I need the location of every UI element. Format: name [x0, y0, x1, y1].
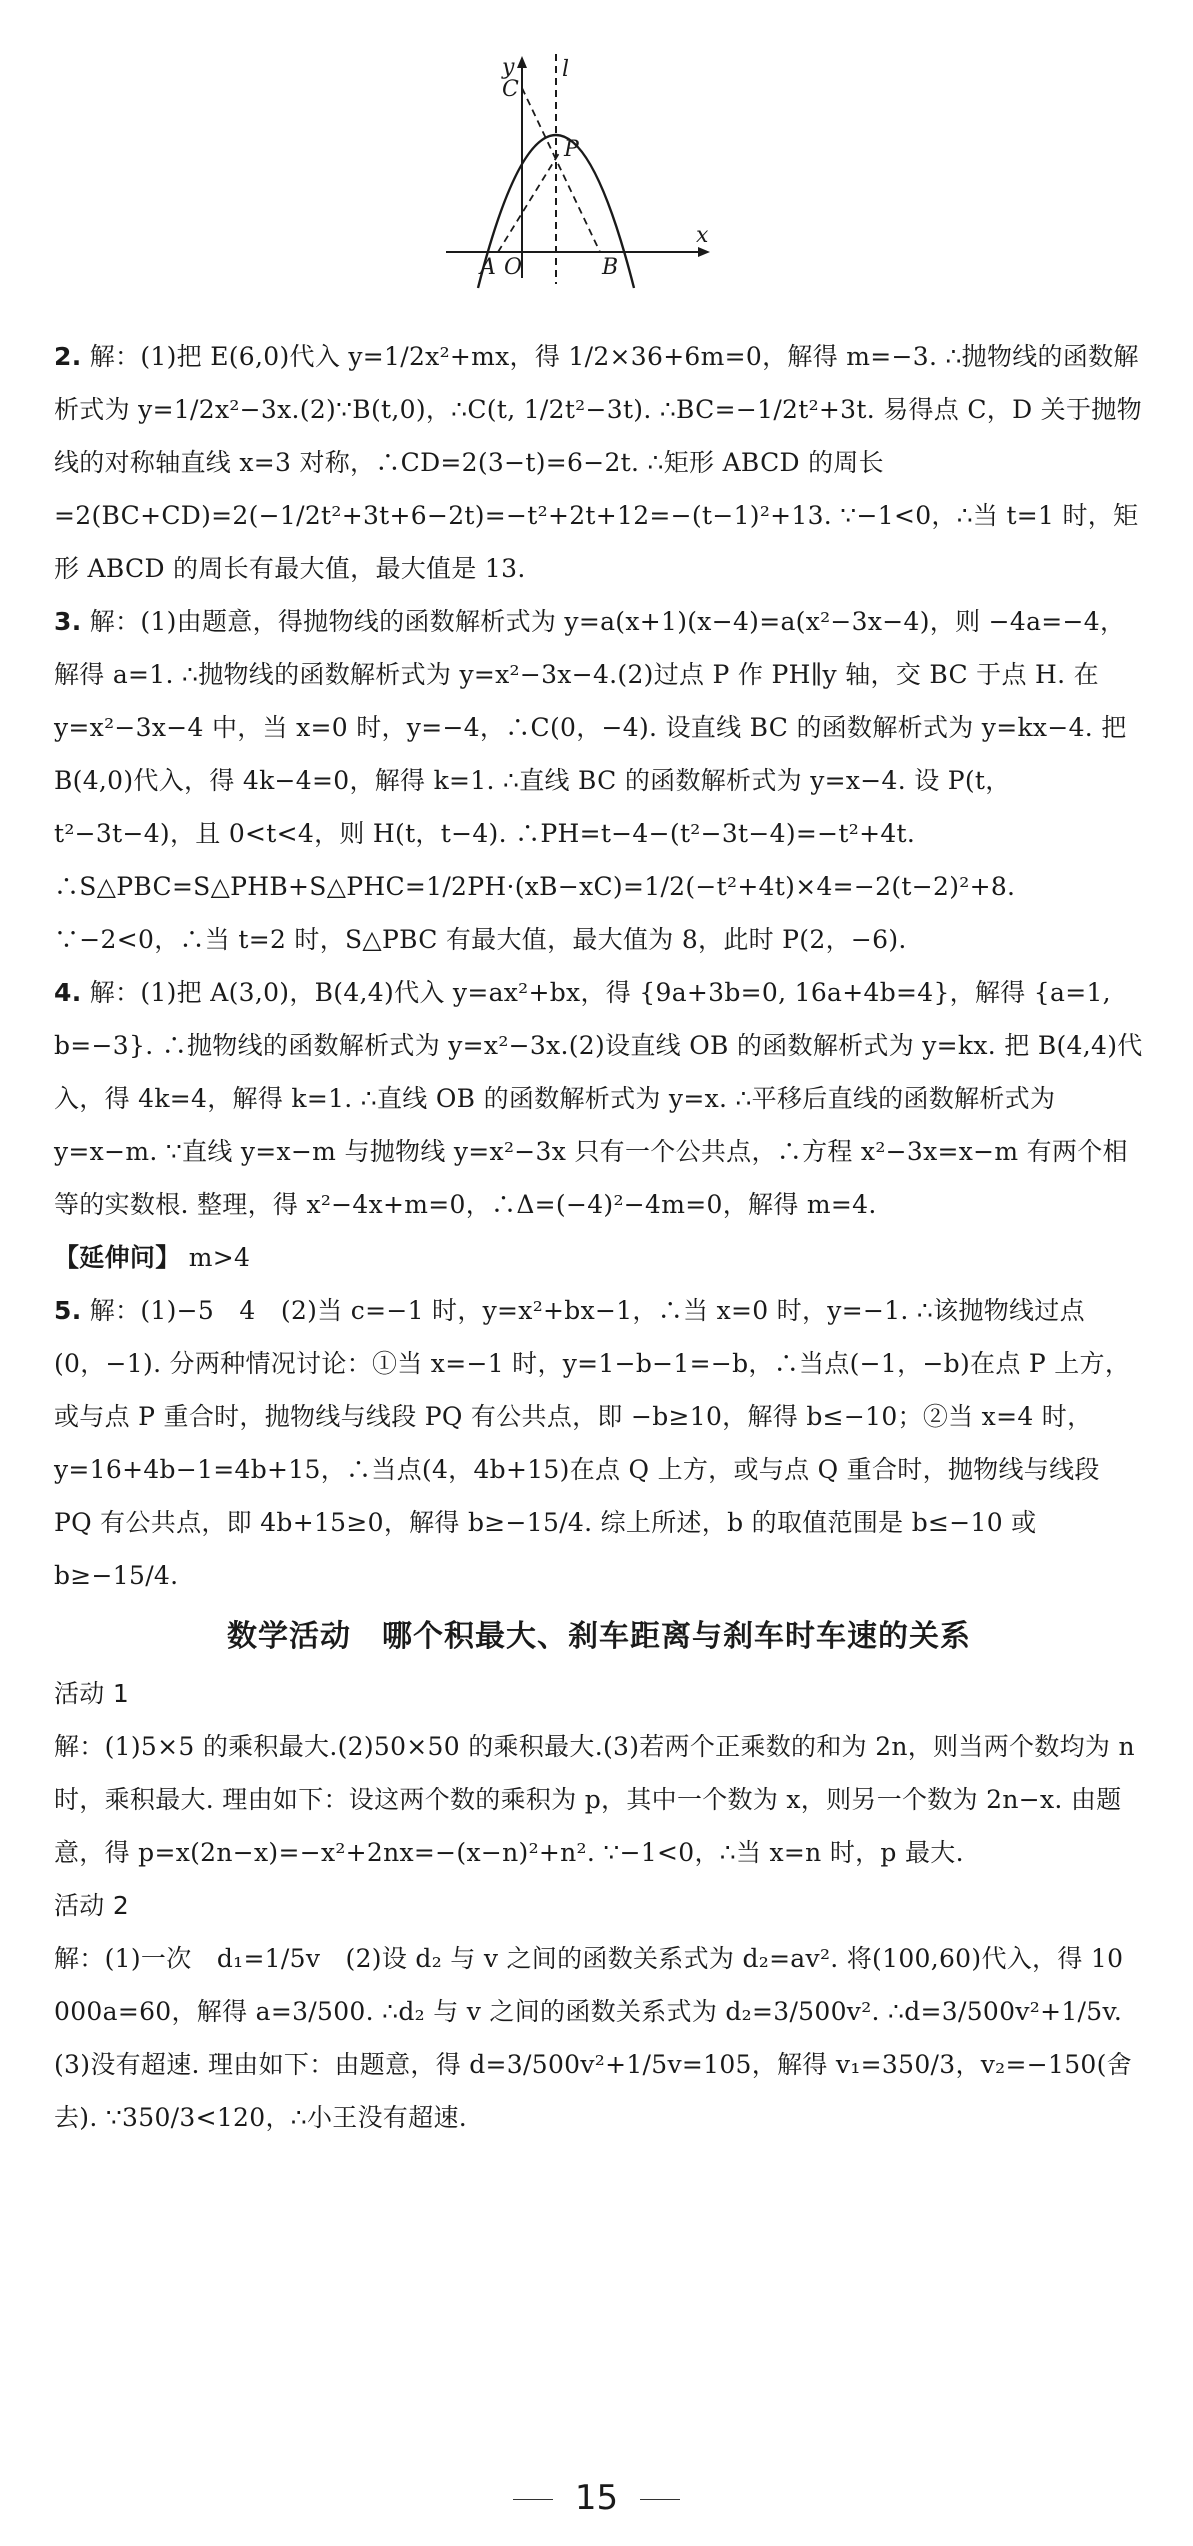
solution-4: [54, 966, 1144, 1231]
label-l: l: [562, 57, 570, 82]
solution-2-number: 2.: [54, 342, 82, 371]
page-number: [0, 2478, 1193, 2518]
solution-5: [54, 1284, 1144, 1602]
label-c: C: [502, 77, 519, 102]
label-b: B: [602, 255, 619, 280]
answer-content: [54, 330, 1144, 2144]
segment-ap: [498, 150, 561, 252]
solution-3-number: 3.: [54, 607, 82, 636]
label-a: A: [480, 255, 496, 280]
segment-cb: [522, 88, 600, 252]
activity-2-title: 活动 2: [54, 1891, 130, 1920]
solution-4-text: 解：(1)把 A(3,0)，B(4,4)代入 y=ax²+bx，得 {9a+3b=0, 16a+4b=4}，解得 {a=1, b=−3}. ∴抛物线的函数解析式为 y=x²−3x.(2)设直线 OB 的函数解析式为 y=kx. 把 B(4,4)代入，得 4k=4，解得 k=1. ∴直线 OB 的函数解析式为 y=x. ∴平移后直线的函数解析式为 y=x−m. ∵直线 y=x−m 与抛物线 y=x²−3x 只有一个公共点，∴方程 x²−3x=x−m 有两个相等的实数根. 整理，得 x²−4x+m=0，∴Δ=(−4)²−4m=0，解得 m=4.: [54, 978, 1143, 1219]
solution-2: [54, 330, 1144, 595]
label-x: x: [696, 223, 709, 248]
solution-2-text: 解：(1)把 E(6,0)代入 y=1/2x²+mx，得 1/2×36+6m=0，解得 m=−3. ∴抛物线的函数解析式为 y=1/2x²−3x.(2)∵B(t,0)，∴C(t, 1/2t²−3t). ∴BC=−1/2t²+3t. 易得点 C，D 关于抛物线的对称轴直线 x=3 对称，∴CD=2(3−t)=6−2t. ∴矩形 ABCD 的周长=2(BC+CD)=2(−1/2t²+3t+6−2t)=−t²+2t+12=−(t−1)²+13. ∵−1<0，∴当 t=1 时，矩形 ABCD 的周长有最大值，最大值是 13.: [54, 342, 1142, 583]
activity-1-text: 解：(1)5×5 的乘积最大.(2)50×50 的乘积最大.(3)若两个正乘数的和为 2n，则当两个数均为 n 时，乘积最大. 理由如下：设这两个数的乘积为 p，其中一个数为 x，则另一个数为 2n−x. 由题意，得 p=x(2n−x)=−x²+2nx=−(x−n)²+n². ∵−1<0，∴当 x=n 时，p 最大.: [54, 1732, 1135, 1867]
label-o: O: [504, 255, 523, 280]
activity-1-title: 活动 1: [54, 1679, 130, 1708]
page-number-value: 15: [574, 2478, 619, 2518]
section-title: 数学活动 哪个积最大、刹车距离与刹车时车速的关系: [227, 1619, 971, 1654]
solution-4-number: 4.: [54, 978, 82, 1007]
solution-3-text: 解：(1)由题意，得抛物线的函数解析式为 y=a(x+1)(x−4)=a(x²−3x−4)，则 −4a=−4，解得 a=1. ∴抛物线的函数解析式为 y=x²−3x−4.(2)过点 P 作 PH∥y 轴，交 BC 于点 H. 在 y=x²−3x−4 中，当 x=0 时，y=−4，∴C(0，−4). 设直线 BC 的函数解析式为 y=kx−4. 把 B(4,0)代入，得 4k−4=0，解得 k=1. ∴直线 BC 的函数解析式为 y=x−4. 设 P(t，t²−3t−4)，且 0<t<4，则 H(t，t−4). ∴PH=t−4−(t²−3t−4)=−t²+4t. ∴S△PBC=S△PHB+S△PHC=1/2PH·(xB−xC)=1/2(−t²+4t)×4=−2(t−2)²+8. ∵−2<0，∴当 t=2 时，S△PBC 有最大值，最大值为 8，此时 P(2，−6).: [54, 607, 1127, 954]
extension-question: [54, 1231, 1144, 1284]
page-number-dash-left: [513, 2499, 553, 2500]
label-p: P: [564, 137, 579, 162]
extension-answer: m>4: [188, 1243, 251, 1272]
x-axis-arrow: [698, 247, 710, 257]
extension-tag: 【延伸问】: [54, 1243, 181, 1272]
y-axis-arrow: [517, 56, 527, 68]
activity-2-text: 解：(1)一次 d₁=1/5v (2)设 d₂ 与 v 之间的函数关系式为 d₂=av². 将(100,60)代入，得 10 000a=60，解得 a=3/500. ∴d₂ 与 v 之间的函数关系式为 d₂=3/500v². ∴d=3/500v²+1/5v.(3)没有超速. 理由如下：由题意，得 d=3/500v²+1/5v=105，解得 v₁=350/3，v₂=−150(舍去). ∵350/3<120，∴小王没有超速.: [54, 1944, 1132, 2132]
page-number-dash-right: [640, 2499, 680, 2500]
solution-5-text: 解：(1)−5 4 (2)当 c=−1 时，y=x²+bx−1，∴当 x=0 时，y=−1. ∴该抛物线过点(0，−1). 分两种情况讨论：①当 x=−1 时，y=1−b−1=−b，∴当点(−1，−b)在点 P 上方，或与点 P 重合时，抛物线与线段 PQ 有公共点，即 −b≥10，解得 b≤−10；②当 x=4 时，y=16+4b−1=4b+15，∴当点(4，4b+15)在点 Q 上方，或与点 Q 重合时，抛物线与线段 PQ 有公共点，即 4b+15≥0，解得 b≥−15/4. 综上所述，b 的取值范围是 b≤−10 或 b≥−15/4.: [54, 1296, 1131, 1590]
parabola-figure: [440, 52, 730, 290]
label-y: y: [502, 55, 515, 80]
solution-5-number: 5.: [54, 1296, 82, 1325]
solution-3: [54, 595, 1144, 966]
